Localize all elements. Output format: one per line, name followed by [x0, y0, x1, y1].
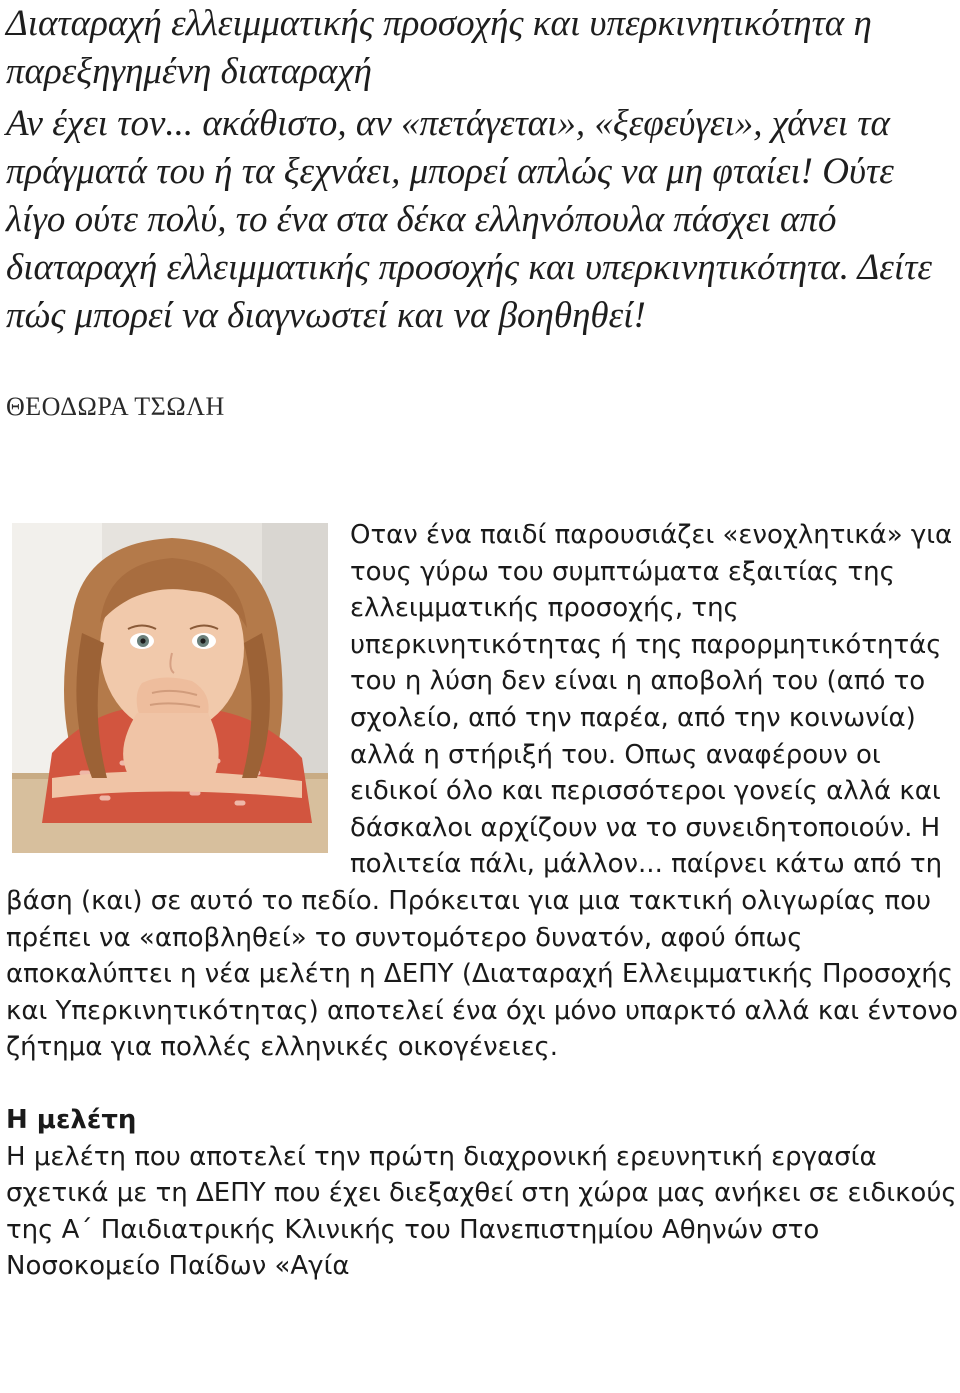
section-paragraph: Η μελέτη που αποτελεί την πρώτη διαχρονική ερευνητική εργασία σχετικά με τη ΔΕΠΥ που έχει διεξαχθεί στη χώρα μας ανήκει σε ειδικούς της Α΄ Παιδιατρικής Κλινικής του Πανεπιστημίου Αθηνών στο Νοσοκομείο Παίδων «Αγία [6, 1141, 957, 1282]
article-lead: Αν έχει τον... ακάθιστο, αν «πετάγεται», «ξεφεύγει», χάνει τα πράγματά του ή τα ξεχνάει, μπορεί απλώς να μη φταίει! Ούτε λίγο ούτε πολύ, το ένα στα δέκα ελληνόπουλα πάσχει από διαταραχή ελλειμματικής προσοχής και υπερκινητικότητα. Δείτε πώς μπορεί να διαγνωστεί και να βοηθηθεί! [6, 103, 932, 336]
child-photo [12, 523, 328, 853]
article-author: ΘΕΟΔΩΡΑ ΤΣΩΛΗ [6, 392, 225, 421]
article-title: Διαταραχή ελλειμματικής προσοχής και υπερκινητικότητα η παρεξηγημένη διαταραχή [6, 3, 872, 92]
article-paragraph: Οταν ένα παιδί παρουσιάζει «ενοχλητικά» για τους γύρω του συμπτώματα εξαιτίας της ελλειμματικής προσοχής, της υπερκινητικότητας ή της παρορμητικότητάς του η λύση δεν είναι η αποβολή του (από το σχολείο, από την παρέα, από την κοινωνία) αλλά η στήριξή του. Οπως αναφέρουν οι ειδικοί όλο και περισσότεροι γονείς αλλά και δάσκαλοι αρχίζουν να το συνειδητοποιούν. Η πολιτεία πάλι, μάλλον... παίρνει κάτω από τη βάση (και) σε αυτό το πεδίο. Πρόκειται για μια τακτική ολιγωρίας που πρέπει να «αποβληθεί» το συντομότερο δυνατόν, αφού όπως αποκαλύπτει η νέα μελέτη η ΔΕΠΥ (Διαταραχή Ελλειμματικής Προσοχής και Υπερκινητικότητας) αποτελεί ένα όχι μόνο υπαρκτό αλλά και έντονο ζήτημα για πολλές ελληνικές οικογένειες. [6, 520, 958, 1063]
child-illustration [12, 523, 328, 853]
article-body [6, 517, 958, 1285]
section-heading: Η μελέτη [6, 1104, 137, 1135]
